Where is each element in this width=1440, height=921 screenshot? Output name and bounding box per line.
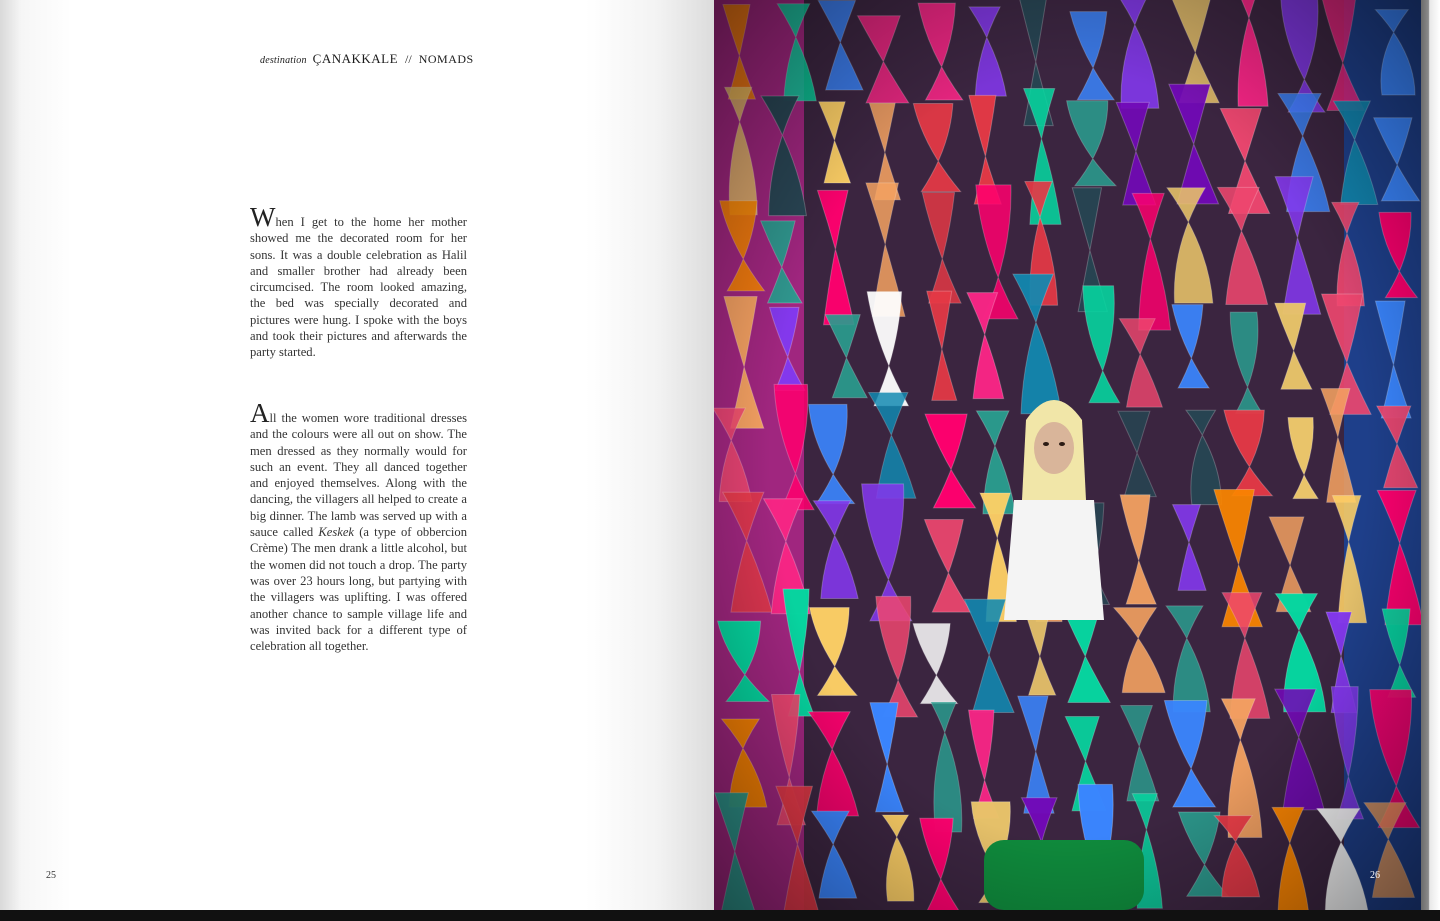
paragraph-2-text-before: ll the women wore traditional dresses and the colours were all out on show. The men dressed as they normally would for such an event. They all danced together and enjoyed themselves. Along with the dancing, the villagers all helped to create a big dinner. The lamb was served up with a sauce called [250, 411, 467, 540]
paragraph-1-text: hen I get to the home her mother showed me the decorated room for her sons. It was a double celebration as Halil and smaller brother had already been circumcised. The room looked amazing, the bed was specially decorated and pictures were hung. I spoke with the boys and took their pictures and afterwards the party started. [250, 215, 467, 360]
page-number-right: 26 [1370, 870, 1380, 881]
photo-vignette [714, 0, 1423, 910]
right-page-photo [714, 0, 1423, 910]
dropcap-2: A [250, 398, 270, 428]
page-stack-edge [1421, 0, 1440, 910]
dropcap-1: W [250, 202, 276, 232]
header-separator: // [405, 52, 412, 66]
header-brand-logo: NOMADS [418, 52, 474, 66]
left-page [0, 0, 714, 910]
paragraph-2-text-after: (a type of obbercion Crème) The men drank a little alcohol, but the women did not touch a drop. The party was over 23 hours long, but partying with the villagers was uplifting. I was offered another chance to sample village life and was invited back for a different type of celebration all together. [250, 525, 467, 654]
header-destination-label: destination [260, 55, 307, 66]
page-number-left: 25 [46, 870, 56, 881]
page-header [260, 50, 474, 68]
header-city: ÇANAKKALE [312, 51, 399, 66]
article-paragraph-1 [250, 202, 467, 361]
viewer-bottom-bar [0, 910, 1440, 921]
scarf-canopy-photo [714, 0, 1423, 910]
article-paragraph-2 [250, 398, 467, 654]
paragraph-2-emphasis: Keskek [318, 525, 355, 540]
